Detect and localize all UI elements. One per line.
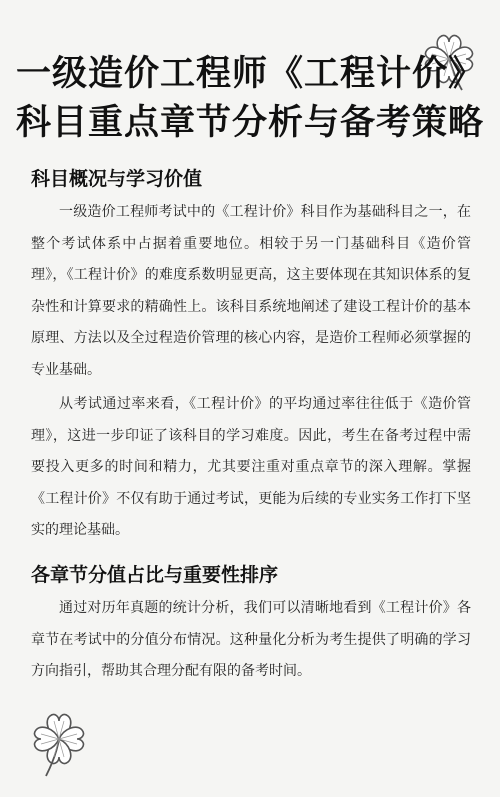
section-heading-overview: 科目概况与学习价值 <box>31 168 203 190</box>
section-heading-chapters: 各章节分值占比与重要性排序 <box>31 564 279 586</box>
clover-icon <box>28 708 90 778</box>
paragraph-chapters-1: 通过对历年真题的统计分析，我们可以清晰地看到《工程计价》各章节在考试中的分值分布情况。这种量化分析为考生提供了明确的学习方向指引，帮助其合理分配有限的备考时间。 <box>31 600 471 679</box>
page-title-line-1: 一级造价工程师《工程计价》 <box>15 54 484 94</box>
paragraph-overview-2: 从考试通过率来看，《工程计价》的平均通过率往往低于《造价管理》，这进一步印证了该科目的学习难度。因此，考生在备考过程中需要投入更多的时间和精力，尤其要注重对重点章节的深入理解。掌握《工程计价》不仅有助于通过考试，更能为后续的专业实务工作打下坚实的理论基础。 <box>31 396 471 538</box>
page-title-line-2: 科目重点章节分析与备考策略 <box>15 103 484 143</box>
paragraph-overview-1: 一级造价工程师考试中的《工程计价》科目作为基础科目之一，在整个考试体系中占据着重要地位。相较于另一门基础科目《造价管理》，《工程计价》的难度系数明显更高，这主要体现在其知识体系的复杂性和计算要求的精确性上。该科目系统地阐述了建设工程计价的基本原理、方法以及全过程造价管理的核心内容，是造价工程师必须掌握的专业基础。 <box>31 204 471 378</box>
